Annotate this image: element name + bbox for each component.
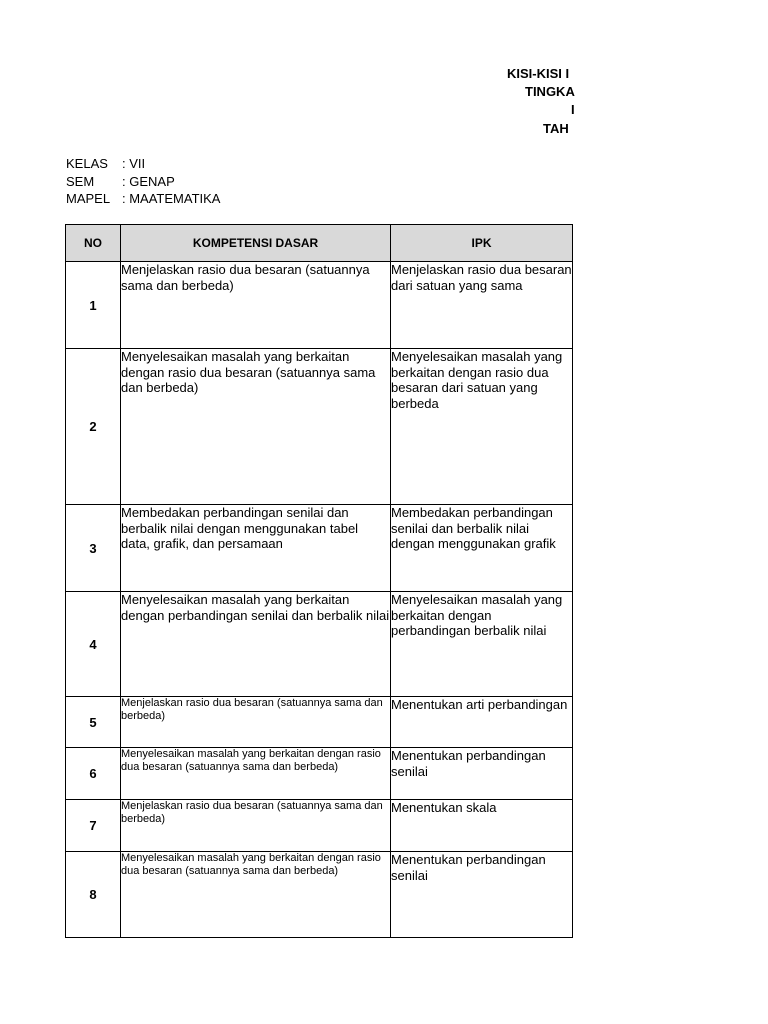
- kompetensi-dasar-text: Menyelesaikan masalah yang berkaitan dengan rasio dua besaran (satuannya sama dan berbeda): [121, 852, 381, 877]
- header-line-4: TAH: [543, 121, 569, 136]
- kompetensi-dasar-cell: [121, 349, 391, 505]
- ipk-cell: [391, 505, 573, 592]
- header-line-3: I: [571, 102, 575, 117]
- kompetensi-dasar-cell: [121, 505, 391, 592]
- info-block: [66, 155, 220, 208]
- kompetensi-dasar-text: Menyelesaikan masalah yang berkaitan dengan rasio dua besaran (satuannya sama dan berbeda): [121, 349, 376, 395]
- kompetensi-dasar-cell: [121, 748, 391, 800]
- ipk-cell: [391, 349, 573, 505]
- row-number: 2: [66, 349, 121, 505]
- row-number: 1: [66, 262, 121, 349]
- ipk-cell: [391, 592, 573, 697]
- column-header-no: NO: [66, 225, 121, 262]
- table-row: [66, 349, 573, 505]
- kompetensi-dasar-text: Menjelaskan rasio dua besaran (satuannya sama dan berbeda): [121, 262, 370, 293]
- sem-value: : GENAP: [122, 173, 175, 189]
- ipk-text: Menentukan perbandingan senilai: [391, 748, 546, 779]
- header-line-2: TINGKA: [525, 84, 575, 99]
- kompetensi-dasar-text: Menyelesaikan masalah yang berkaitan dengan perbandingan senilai dan berbalik nilai: [121, 592, 390, 623]
- ipk-text: Menentukan perbandingan senilai: [391, 852, 546, 883]
- table-row: [66, 505, 573, 592]
- row-number: 4: [66, 592, 121, 697]
- kompetensi-dasar-text: Menjelaskan rasio dua besaran (satuannya sama dan berbeda): [121, 697, 383, 722]
- ipk-text: Membedakan perbandingan senilai dan berbalik nilai dengan menggunakan grafik: [391, 505, 556, 551]
- table-row: [66, 800, 573, 852]
- kompetensi-dasar-text: Membedakan perbandingan senilai dan berbalik nilai dengan menggunakan tabel data, grafik, dan persamaan: [121, 505, 359, 551]
- kelas-value: : VII: [122, 156, 146, 171]
- ipk-cell: [391, 262, 573, 349]
- kompetensi-dasar-text: Menjelaskan rasio dua besaran (satuannya sama dan berbeda): [121, 800, 383, 825]
- table-row: [66, 262, 573, 349]
- row-number: 5: [66, 697, 121, 748]
- mapel-label: MAPEL: [66, 191, 111, 206]
- kompetensi-dasar-text: Menyelesaikan masalah yang berkaitan dengan rasio dua besaran (satuannya sama dan berbeda): [121, 748, 381, 773]
- table-row: [66, 852, 573, 938]
- ipk-text: Menjelaskan rasio dua besaran dari satuan yang sama: [391, 262, 572, 293]
- sem-label: SEM: [66, 173, 95, 189]
- ipk-cell: [391, 800, 573, 852]
- kompetensi-dasar-cell: [121, 262, 391, 349]
- info-row-mapel: [66, 190, 220, 208]
- ipk-text: Menentukan skala: [391, 800, 497, 815]
- document-header: [460, 62, 576, 142]
- ipk-text: Menyelesaikan masalah yang berkaitan dengan rasio dua besaran dari satuan yang berbeda: [391, 349, 563, 411]
- ipk-cell: [391, 852, 573, 938]
- mapel-value: : MAATEMATIKA: [122, 191, 221, 206]
- info-row-kelas: [66, 155, 220, 173]
- row-number: 7: [66, 800, 121, 852]
- row-number: 6: [66, 748, 121, 800]
- kompetensi-dasar-cell: [121, 697, 391, 748]
- ipk-text: Menyelesaikan masalah yang berkaitan dengan perbandingan berbalik nilai: [391, 592, 563, 638]
- table-header-row: [66, 225, 573, 262]
- ipk-text: Menentukan arti perbandingan: [391, 697, 568, 712]
- table-row: [66, 748, 573, 800]
- row-number: 3: [66, 505, 121, 592]
- ipk-cell: [391, 748, 573, 800]
- kisi-kisi-table: [65, 224, 573, 938]
- column-header-ipk: IPK: [391, 225, 573, 262]
- kelas-label: KELAS: [66, 156, 108, 171]
- kompetensi-dasar-cell: [121, 852, 391, 938]
- kompetensi-dasar-cell: [121, 592, 391, 697]
- row-number: 8: [66, 852, 121, 938]
- kompetensi-dasar-cell: [121, 800, 391, 852]
- table-row: [66, 592, 573, 697]
- info-row-sem: [66, 173, 220, 191]
- column-header-kompetensi-dasar: KOMPETENSI DASAR: [121, 225, 391, 262]
- table-row: [66, 697, 573, 748]
- ipk-cell: [391, 697, 573, 748]
- header-line-1: KISI-KISI I: [507, 66, 570, 81]
